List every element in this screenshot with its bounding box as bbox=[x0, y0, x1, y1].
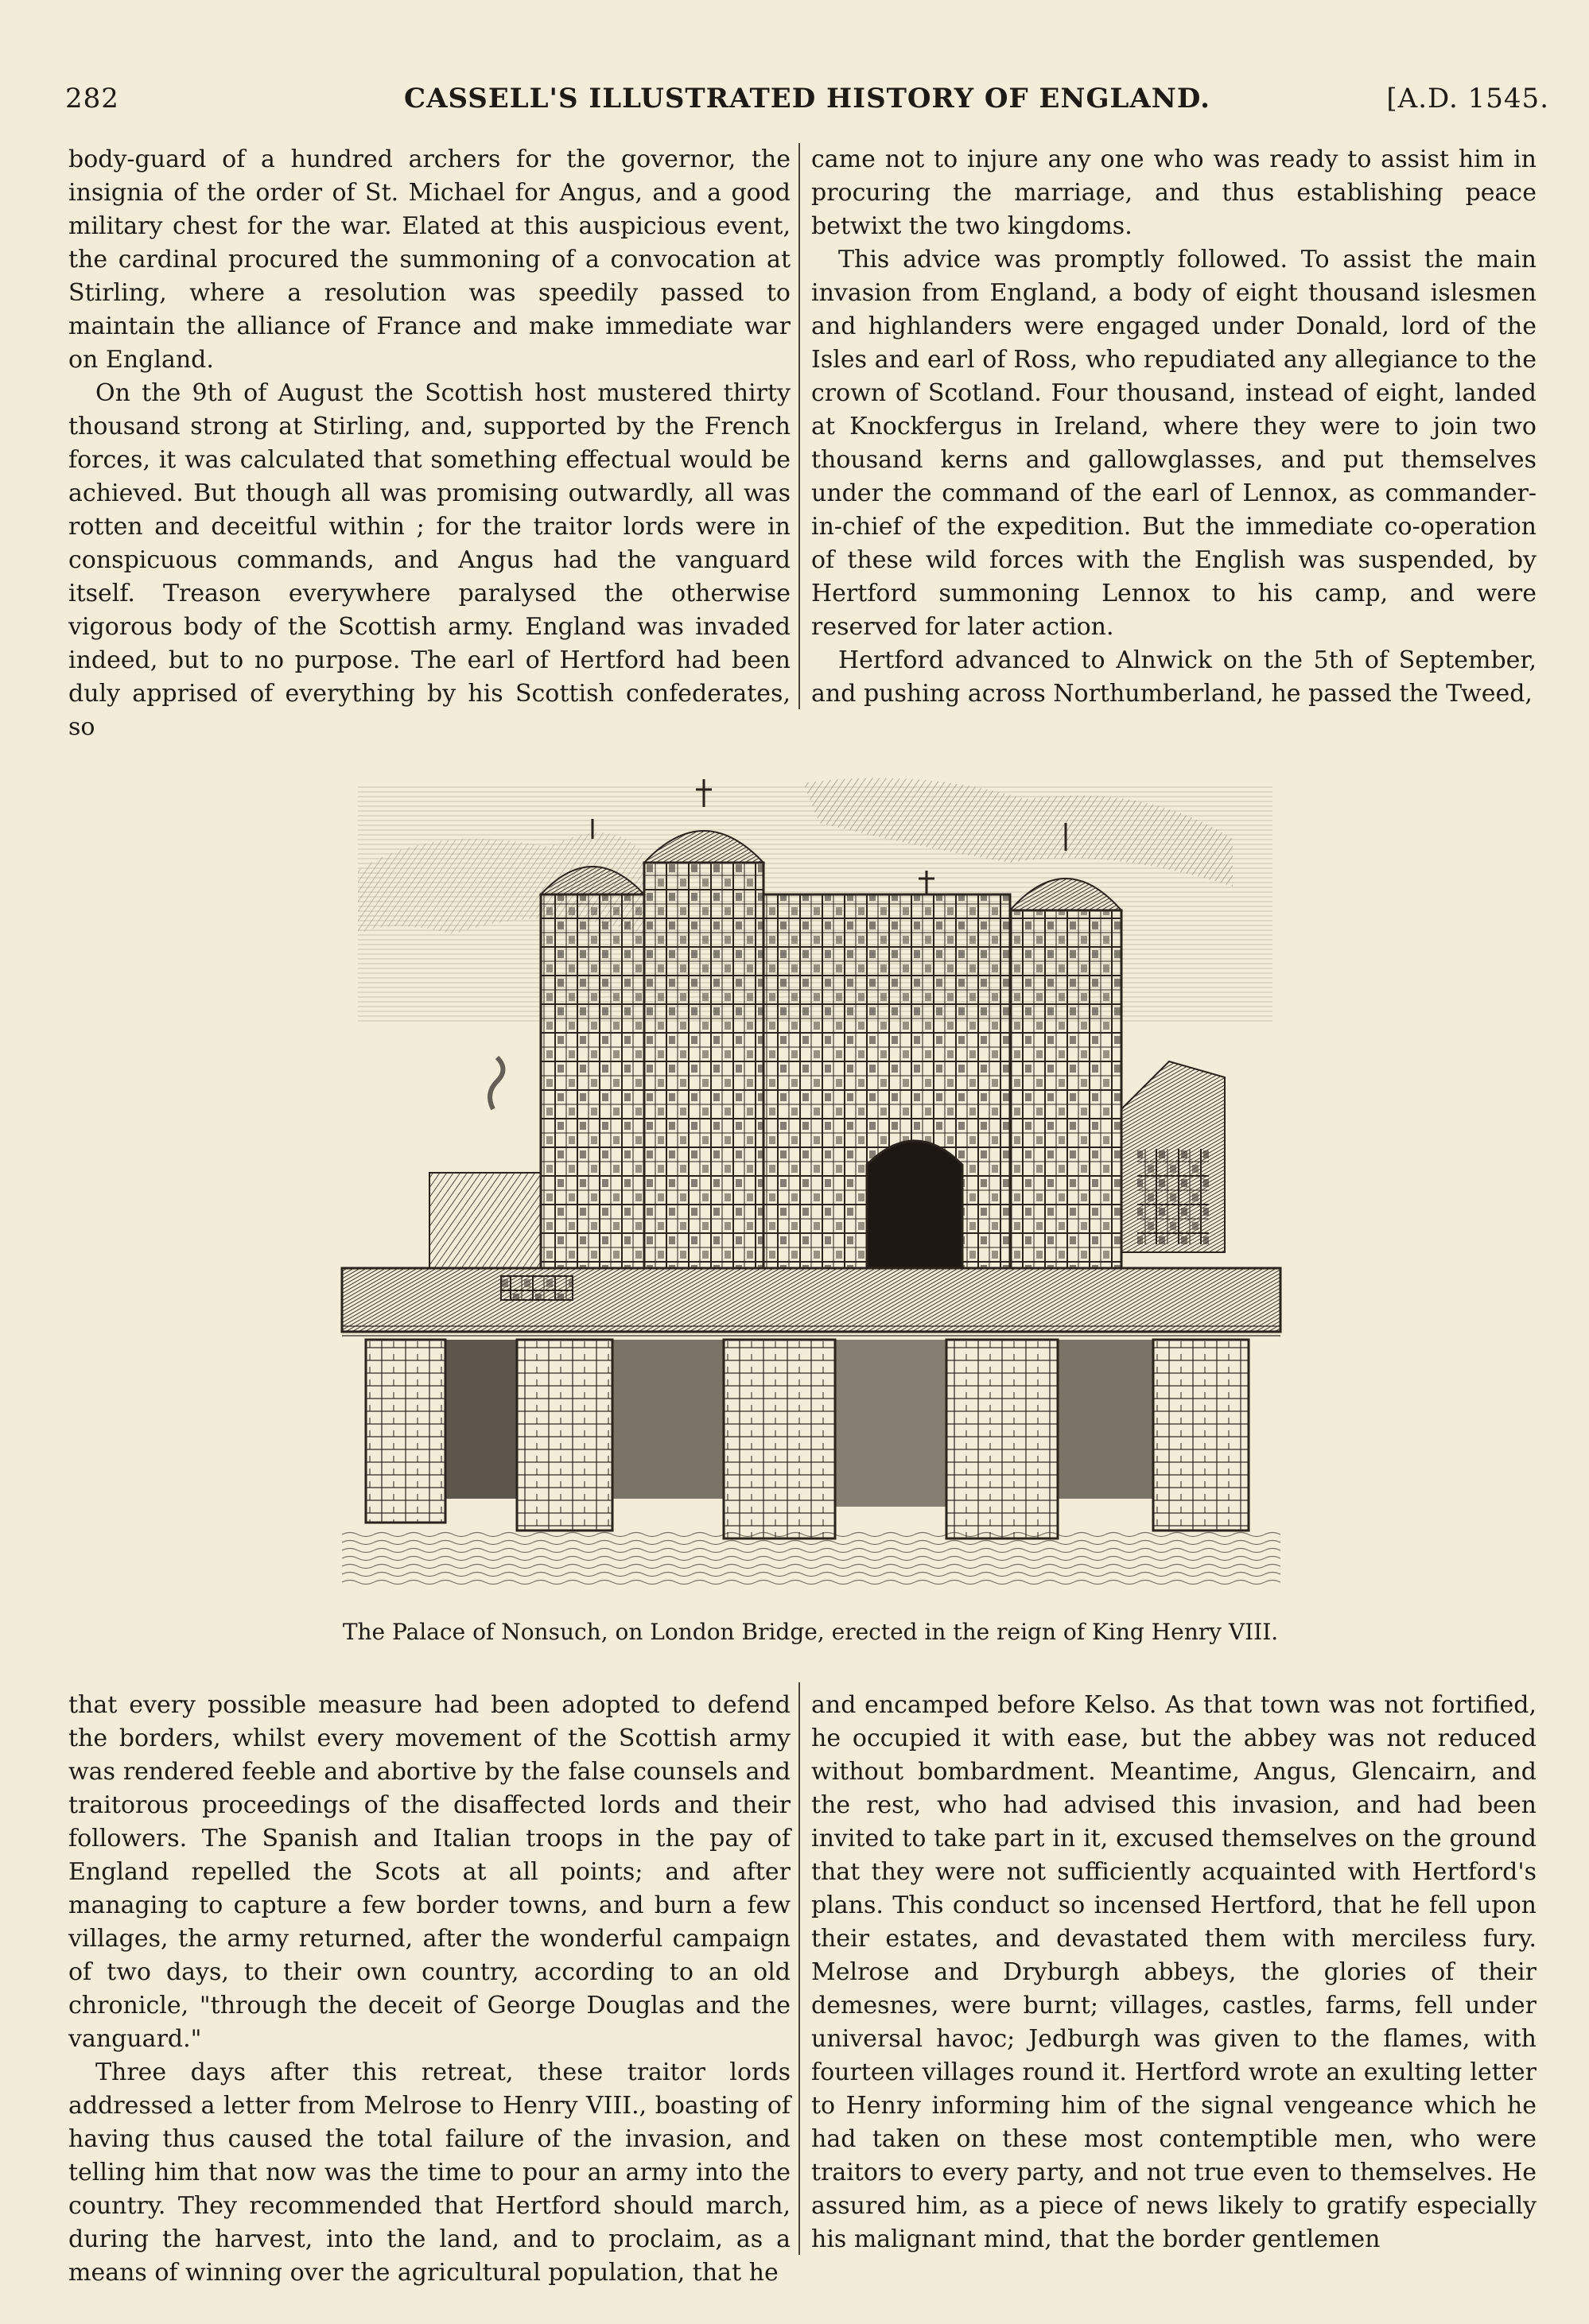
central-tower bbox=[644, 779, 763, 1268]
column-divider bbox=[798, 143, 800, 709]
running-header bbox=[65, 83, 1549, 127]
paragraph: that every possible measure had been adopted to defend the borders, whilst every movement of the Scottish army was rendered feeble and abortive by the false counsels and traitorous proceedings of the disaffected lords and their followers. The Spanish and Italian troops in the pay of England repelled the Scots at all points; and after managing to capture a few border towns, and burn a few villages, the army returned, after the wonderful campaign of two days, to their own country, according to an old chronicle, "through the deceit of George Douglas and the vanguard." bbox=[68, 1691, 791, 2053]
side-building bbox=[1121, 1061, 1225, 1252]
bridge-deck bbox=[342, 1268, 1280, 1340]
column-top-right bbox=[811, 143, 1537, 711]
paragraph: came not to injure any one who was ready to assist him in procuring the marriage, and thus establishing peace betwixt the two kingdoms. bbox=[811, 145, 1537, 240]
palace-engraving bbox=[310, 775, 1344, 1594]
paragraph: This advice was promptly followed. To assist the main invasion from England, a body of eight thousand islesmen and highlanders were engaged under Donald, lord of the Isles and earl of Ross, who repudiated any allegiance to the crown of Scotland. Four thousand, instead of eight, landed at Knockfergus in Ireland, where they were to join two thousand kerns and gallowglasses, and put themselves under the command of the earl of Lennox, as commander-in-chief of the expedition. But the immediate co-operation of these wild forces with the English was suspended, by Hertford summoning Lennox to his camp, and were reserved for later action. bbox=[811, 246, 1537, 641]
year-marker: [A.D. 1545. bbox=[1386, 83, 1549, 114]
column-bottom-right bbox=[811, 1689, 1537, 2256]
page-number: 282 bbox=[65, 83, 119, 114]
column-divider bbox=[798, 1682, 800, 2255]
paragraph: On the 9th of August the Scottish host mustered thirty thousand strong at Stirling, and, supported by the French forces, it was calculated that something effectual would be achieved. But though all was promising outwardly, all was rotten and deceitful within ; for the traitor lords were in conspicuous commands, and Angus had the vanguard itself. Treason everywhere paralysed the otherwise vigorous body of the Scottish army. England was invaded indeed, but to no purpose. The earl of Hertford had been duly apprised of everything by his Scottish confederates, so bbox=[68, 379, 791, 741]
paragraph: Three days after this retreat, these traitor lords addressed a letter from Melrose to Henry VIII., boasting of having thus caused the total failure of the invasion, and telling him that now was the time to pour an army into the country. They recommended that Hertford should march, during the harvest, into the land, and to proclaim, as a means of winning over the agricultural population, that he bbox=[68, 2058, 791, 2287]
column-bottom-left bbox=[68, 1689, 791, 2290]
paragraph: Hertford advanced to Alnwick on the 5th of September, and pushing across Northumberland, he passed the Tweed, bbox=[811, 646, 1537, 708]
figure-caption: The Palace of Nonsuch, on London Bridge, erected in the reign of King Henry VIII. bbox=[342, 1619, 1279, 1645]
left-tower bbox=[541, 819, 644, 1268]
column-top-left bbox=[68, 143, 791, 744]
bridge-piers bbox=[366, 1340, 1249, 1538]
paragraph: body-guard of a hundred archers for the governor, the insignia of the order of St. Michael for Angus, and a good military chest for the war. Elated at this auspicious event, the cardinal procured the summoning of a convocation at Stirling, where a resolution was speedily passed to maintain the alliance of France and make immediate war on England. bbox=[68, 145, 791, 374]
river-water bbox=[342, 1531, 1280, 1586]
running-title: CASSELL'S ILLUSTRATED HISTORY OF ENGLAND. bbox=[404, 83, 1210, 114]
paragraph: and encamped before Kelso. As that town was not fortified, he occupied it with ease, but the abbey was not reduced without bombardment. Meantime, Angus, Glencairn, and the rest, who had advised this invasion, and had been invited to take part in it, excused themselves on the ground that they were not sufficiently acquainted with Hertford's plans. This conduct so incensed Hertford, that he fell upon their estates, and devastated them with merciless fury. Melrose and Dryburgh abbeys, the glories of their demesnes, were burnt; villages, castles, farms, fell under universal havoc; Jedburgh was given to the flames, with fourteen villages round it. Hertford wrote an exulting letter to Henry informing him of the signal vengeance which he had taken on these most contemptible men, who were traitors to every party, and not true even to themselves. He assured him, as a piece of news likely to gratify especially his malignant mind, that the border gentlemen bbox=[811, 1691, 1537, 2253]
